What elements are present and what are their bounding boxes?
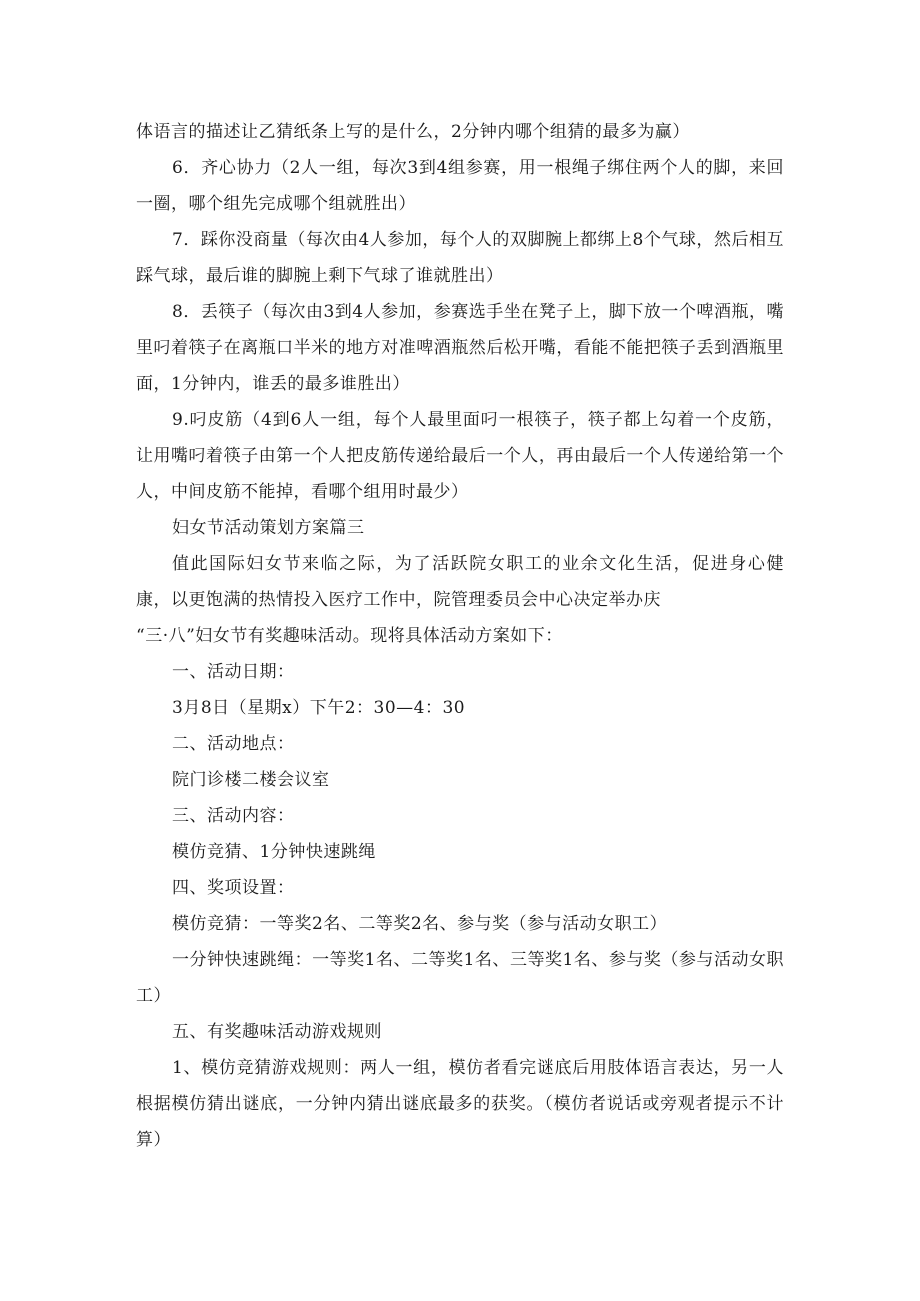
heading-awards: 四、奖项设置：	[172, 878, 295, 898]
location-value: 院门诊楼二楼会议室	[172, 770, 330, 790]
awards-jump-rope: 一分钟快速跳绳：一等奖1名、二等奖1名、三等奖1名、参与奖（参与活动女职工）	[136, 950, 784, 1006]
paragraph-item-7: 7．踩你没商量（每次由4人参加，每个人的双脚腕上都绑上8个气球，然后相互踩气球，最后谁的脚腕上剩下气球了谁就胜出）	[136, 230, 784, 286]
heading-rules: 五、有奖趣味活动游戏规则	[172, 1022, 382, 1042]
paragraph-intro: 值此国际妇女节来临之际，为了活跃院女职工的业余文化生活，促进身心健康，以更饱满的热情投入医疗工作中，院管理委员会中心决定举办庆	[136, 554, 784, 610]
rules-imitation: 1、模仿竞猜游戏规则：两人一组，模仿者看完谜底后用肢体语言表达，另一人根据模仿猜出谜底，一分钟内猜出谜底最多的获奖。（模仿者说话或旁观者提示不计算）	[136, 1058, 784, 1150]
paragraph-item-9: 9.叼皮筋（4到6人一组，每个人最里面叼一根筷子，筷子都上勾着一个皮筋，让用嘴叼着筷子由第一个人把皮筋传递给最后一个人，再由最后一个人传递给第一个人，中间皮筋不能掉，看哪个组用时最少）	[136, 410, 784, 502]
paragraph-item-8: 8．丢筷子（每次由3到4人参加，参赛选手坐在凳子上，脚下放一个啤酒瓶，嘴里叼着筷子在离瓶口半米的地方对准啤酒瓶然后松开嘴，看能不能把筷子丢到酒瓶里面，1分钟内，谁丢的最多谁胜出）	[136, 302, 784, 394]
paragraph-intro-continued: “三·八”妇女节有奖趣味活动。现将具体活动方案如下：	[136, 626, 563, 646]
heading-location: 二、活动地点：	[172, 734, 295, 754]
paragraph-item-6: 6．齐心协力（2人一组，每次3到4组参赛，用一根绳子绑住两个人的脚，来回一圈，哪个组先完成哪个组就胜出）	[136, 158, 784, 214]
heading-content: 三、活动内容：	[172, 806, 295, 826]
section-title: 妇女节活动策划方案篇三	[172, 518, 365, 538]
date-value: 3月8日（星期x）下午2：30—4：30	[172, 698, 466, 718]
heading-date: 一、活动日期：	[172, 662, 295, 682]
awards-imitation: 模仿竞猜：一等奖2名、二等奖2名、参与奖（参与活动女职工）	[172, 914, 668, 934]
content-value: 模仿竞猜、1分钟快速跳绳	[172, 842, 376, 862]
paragraph-continuation: 体语言的描述让乙猜纸条上写的是什么，2分钟内哪个组猜的最多为赢）	[136, 122, 690, 142]
